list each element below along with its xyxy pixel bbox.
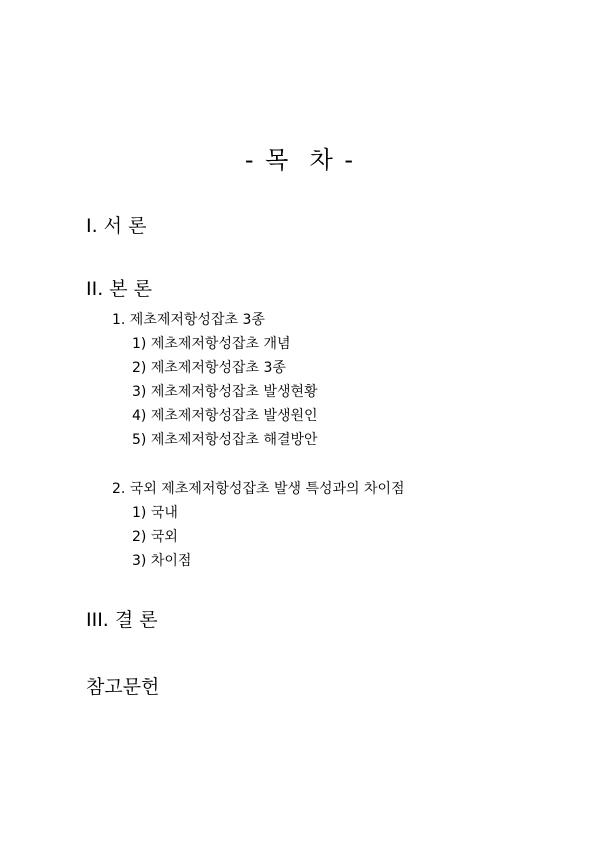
subsection-2-item-1: 1) 국내 (132, 505, 178, 521)
subsection-1-item-4: 4) 제초제저항성잡초 발생원인 (132, 408, 318, 424)
section-introduction: I. 서 론 (86, 215, 147, 237)
subsection-2-item-2: 2) 국외 (132, 529, 178, 545)
toc-title: - 목 차 - (244, 146, 356, 174)
subsection-1-item-3: 3) 제초제저항성잡초 발생현황 (132, 384, 318, 400)
subsection-1-item-1: 1) 제초제저항성잡초 개념 (132, 336, 291, 352)
subsection-1: 1. 제초제저항성잡초 3종 (112, 312, 265, 328)
section-references: 참고문헌 (86, 676, 160, 698)
section-conclusion: III. 결 론 (86, 609, 158, 631)
subsection-2-item-3: 3) 차이점 (132, 553, 192, 569)
subsection-1-item-2: 2) 제초제저항성잡초 3종 (132, 360, 286, 376)
section-body: II. 본 론 (86, 278, 153, 300)
subsection-2: 2. 국외 제초제저항성잡초 발생 특성과의 차이점 (112, 481, 405, 497)
subsection-1-item-5: 5) 제초제저항성잡초 해결방안 (132, 432, 318, 448)
